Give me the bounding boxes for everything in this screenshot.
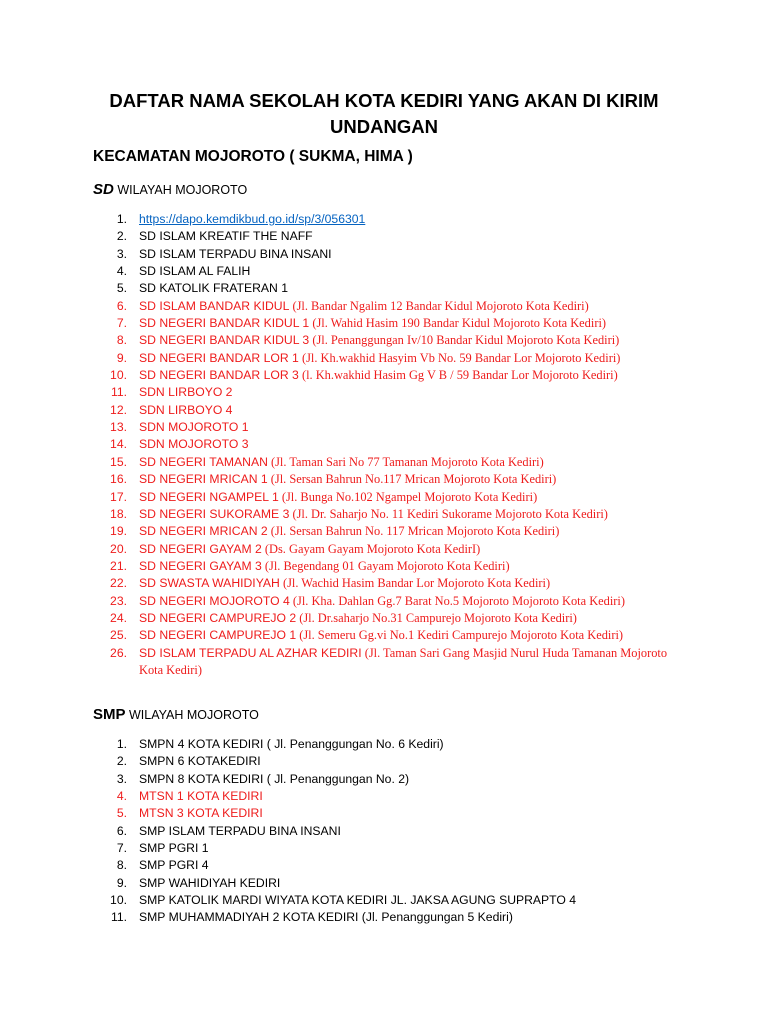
list-item[interactable] [93, 211, 719, 228]
school-address: (Ds. Gayam Gayam Mojoroto Kota KedirI) [261, 541, 481, 556]
school-name: SMP PGRI 1 [139, 841, 209, 856]
school-name: SD NEGERI TAMANAN [139, 454, 268, 469]
list-item [93, 593, 719, 610]
list-item [93, 263, 719, 280]
school-name: SMP KATOLIK MARDI WIYATA KOTA KEDIRI JL. JAKSA AGUNG SUPRAPTO 4 [139, 893, 577, 908]
school-address: (Jl. Dr.saharjo No.31 Campurejo Mojoroto Kota Kediri) [296, 610, 577, 625]
list-item-number: 8. [116, 333, 127, 348]
list-item [93, 840, 719, 857]
list-item-number: 26. [110, 645, 127, 660]
school-name: SDN MOJOROTO 1 [139, 420, 249, 435]
school-name: SMP ISLAM TERPADU BINA INSANI [139, 823, 341, 838]
list-item [93, 246, 719, 263]
list-item-number: 24. [110, 610, 127, 625]
school-name: SMP PGRI 4 [139, 858, 209, 873]
school-address: (Jl. Kha. Dahlan Gg.7 Barat No.5 Mojoroto Mojoroto Kota Kediri) [289, 593, 625, 608]
school-name: SD NEGERI CAMPUREJO 1 [139, 628, 297, 643]
list-item [93, 753, 719, 770]
list-item [93, 909, 719, 926]
dapodik-link[interactable]: https://dapo.kemdikbud.go.id/sp/3/056301 [139, 212, 366, 226]
list-item-number: 12. [110, 402, 127, 417]
school-name: SMPN 6 KOTAKEDIRI [139, 754, 261, 769]
list-item-number: 18. [110, 506, 127, 521]
list-item [93, 471, 719, 488]
school-address: (Jl. Sersan Bahrun No.117 Mrican Mojoroto Kota Kediri) [267, 472, 557, 487]
school-address: (Jl. Wahid Hasim 190 Bandar Kidul Mojoroto Kota Kediri) [309, 316, 607, 331]
title-line-2: UNDANGAN [330, 116, 438, 137]
school-address: (Jl. Dr. Saharjo No. 11 Kediri Sukorame Mojoroto Kota Kediri) [289, 506, 608, 521]
smp-section-heading [93, 706, 259, 723]
school-name: SD NEGERI BANDAR KIDUL 3 [139, 333, 310, 348]
list-item [93, 454, 719, 471]
list-item [93, 805, 719, 822]
school-name: MTSN 3 KOTA KEDIRI [139, 806, 263, 821]
school-name: SD ISLAM AL FALIH [139, 264, 251, 279]
list-item [93, 367, 719, 384]
school-name: SD NEGERI GAYAM 3 [139, 558, 262, 573]
list-item-number: 8. [116, 858, 127, 873]
list-item-number: 4. [116, 264, 127, 279]
list-item [93, 506, 719, 523]
title-line-1: DAFTAR NAMA SEKOLAH KOTA KEDIRI YANG AKAN DI KIRIM [109, 90, 659, 111]
smp-school-list [93, 736, 719, 927]
list-item-number: 22. [110, 576, 127, 591]
list-item [93, 857, 719, 874]
list-item-number: 11. [110, 910, 127, 925]
school-address: (Jl. Begendang 01 Gayam Mojoroto Kota Kediri) [261, 558, 510, 573]
list-item [93, 558, 719, 575]
list-item-number: 7. [116, 841, 127, 856]
school-name: SD NEGERI MRICAN 1 [139, 472, 268, 487]
list-item-number: 10. [110, 368, 127, 383]
list-item [93, 436, 719, 453]
list-item [93, 402, 719, 419]
list-item [93, 892, 719, 909]
list-item [93, 350, 719, 367]
school-name: SMPN 8 KOTA KEDIRI ( Jl. Penanggungan No. 2) [139, 771, 410, 786]
list-item [93, 280, 719, 297]
list-item [93, 823, 719, 840]
list-item-number: 23. [110, 593, 127, 608]
school-name: SD NEGERI NGAMPEL 1 [139, 489, 279, 504]
list-item-number: 21. [110, 558, 127, 573]
list-item-number: 10. [110, 893, 127, 908]
school-address: (Jl. Wachid Hasim Bandar Lor Mojoroto Kota Kediri) [279, 576, 551, 591]
list-item-number: 4. [116, 789, 127, 804]
school-address: (Jl. Penanggungan Iv/10 Bandar Kidul Mojoroto Kota Kediri) [309, 333, 620, 348]
list-item [93, 875, 719, 892]
school-name: SD NEGERI MOJOROTO 4 [139, 593, 290, 608]
school-name: SD NEGERI BANDAR LOR 3 [139, 368, 299, 383]
list-item-number: 13. [110, 420, 127, 435]
list-item-number: 5. [116, 281, 127, 296]
list-item-number: 1. [116, 737, 127, 751]
list-item-number: 7. [116, 316, 127, 331]
list-item-number: 19. [110, 524, 127, 539]
list-item [93, 771, 719, 788]
school-name: SD KATOLIK FRATERAN 1 [139, 281, 288, 296]
list-item-number: 9. [116, 875, 127, 890]
school-name: SD ISLAM TERPADU BINA INSANI [139, 246, 332, 261]
list-item [93, 523, 719, 540]
school-name: SD NEGERI GAYAM 2 [139, 541, 262, 556]
list-item [93, 384, 719, 401]
list-item-number: 5. [116, 806, 127, 821]
list-item-number: 17. [110, 489, 127, 504]
list-item-number: 2. [116, 754, 127, 769]
school-name: SD NEGERI SUKORAME 3 [139, 506, 290, 521]
school-name: SDN LIRBOYO 4 [139, 402, 233, 417]
list-item-number: 2. [116, 229, 127, 244]
list-item-number: 9. [116, 350, 127, 365]
smp-lead: SMP [93, 706, 126, 723]
list-item-number: 11. [110, 385, 127, 400]
school-name: SD NEGERI CAMPUREJO 2 [139, 610, 297, 625]
list-item-number: 14. [110, 437, 127, 452]
page-title [90, 88, 678, 140]
list-item [93, 736, 719, 753]
school-name: SDN MOJOROTO 3 [139, 437, 249, 452]
school-address: (Jl. Semeru Gg.vi No.1 Kediri Campurejo Mojoroto Kota Kediri) [296, 628, 624, 643]
list-item [93, 298, 719, 315]
school-name: SMP WAHIDIYAH KEDIRI [139, 875, 281, 890]
list-item [93, 315, 719, 332]
school-name: MTSN 1 KOTA KEDIRI [139, 789, 263, 804]
list-item [93, 332, 719, 349]
school-address: (Jl. Sersan Bahrun No. 117 Mrican Mojoroto Kota Kediri) [267, 524, 560, 539]
school-name: SDN LIRBOYO 2 [139, 385, 233, 400]
school-address: (Jl. Taman Sari No 77 Tamanan Mojoroto Kota Kediri) [267, 454, 544, 469]
list-item [93, 575, 719, 592]
list-item [93, 541, 719, 558]
list-item [93, 610, 719, 627]
sd-school-list [93, 211, 719, 679]
list-item [93, 228, 719, 245]
sd-label: WILAYAH MOJOROTO [113, 183, 248, 197]
school-name: SD ISLAM TERPADU AL AZHAR KEDIRI [139, 645, 362, 660]
list-item [93, 489, 719, 506]
school-name: SD NEGERI BANDAR LOR 1 [139, 350, 299, 365]
list-item [93, 788, 719, 805]
list-item [93, 627, 719, 644]
school-name: SD SWASTA WAHIDIYAH [139, 576, 280, 591]
list-item-number: 15. [110, 454, 127, 469]
list-item-number: 25. [110, 628, 127, 643]
school-name: SMPN 4 KOTA KEDIRI ( Jl. Penanggungan No. 6 Kediri) [139, 737, 444, 751]
school-name: SD ISLAM BANDAR KIDUL [139, 298, 290, 313]
school-address: (Jl. Bandar Ngalim 12 Bandar Kidul Mojoroto Kota Kediri) [289, 298, 589, 313]
kecamatan-heading: KECAMATAN MOJOROTO ( SUKMA, HIMA ) [93, 148, 413, 165]
school-name: SD ISLAM KREATIF THE NAFF [139, 229, 313, 244]
school-address: (Jl. Kh.wakhid Hasyim Vb No. 59 Bandar Lor Mojoroto Kediri) [298, 350, 621, 365]
school-address: (Jl. Bunga No.102 Ngampel Mojoroto Kota Kediri) [278, 489, 538, 504]
sd-lead: SD [93, 181, 114, 198]
list-item-number: 1. [116, 212, 127, 226]
list-item [93, 645, 673, 680]
school-name: SMP MUHAMMADIYAH 2 KOTA KEDIRI (Jl. Penanggungan 5 Kediri) [139, 910, 513, 925]
list-item-number: 16. [110, 472, 127, 487]
list-item-number: 6. [116, 298, 127, 313]
list-item-number: 6. [116, 823, 127, 838]
list-item-number: 20. [110, 541, 127, 556]
list-item-number: 3. [116, 246, 127, 261]
school-address: (l. Kh.wakhid Hasim Gg V B / 59 Bandar Lor Mojoroto Kediri) [298, 368, 618, 383]
school-address: (Jl. Taman Sari Gang Masjid Nurul Huda Tamanan Mojoroto Kota Kediri) [139, 645, 668, 677]
list-item [93, 419, 719, 436]
school-name: SD NEGERI BANDAR KIDUL 1 [139, 316, 310, 331]
list-item-number: 3. [116, 771, 127, 786]
sd-section-heading [93, 181, 247, 198]
school-name: SD NEGERI MRICAN 2 [139, 524, 268, 539]
smp-label: WILAYAH MOJOROTO [125, 708, 259, 722]
